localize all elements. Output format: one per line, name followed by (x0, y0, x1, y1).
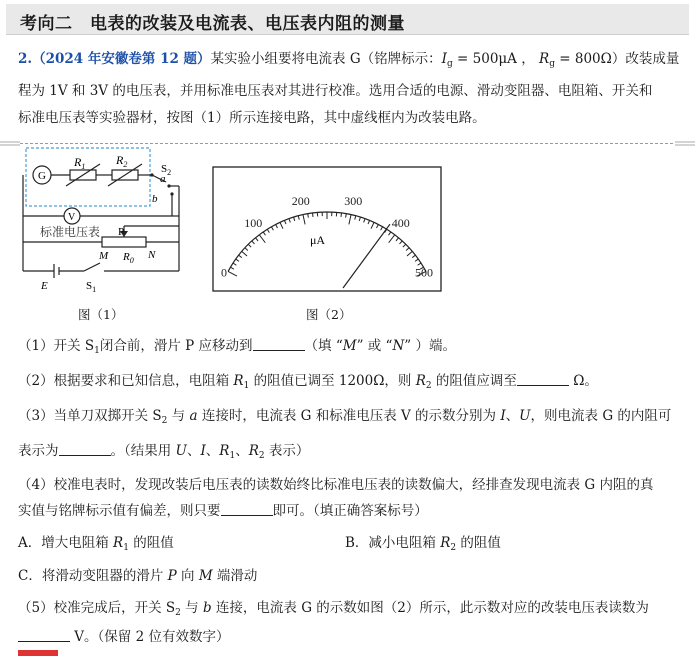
answer-blank-4[interactable] (221, 503, 273, 516)
svg-text:标准电压表: 标准电压表 (40, 225, 101, 239)
answer-blank-2[interactable] (517, 373, 569, 386)
part-5-line-2: V。（保留 2 位有效数字） (18, 625, 229, 645)
section-title: 考向二 电表的改装及电流表、电压表内阻的测量 (20, 14, 405, 34)
question-line-3: 标准电压表等实验器材，按图（1）所示连接电路，其中虚线框内为改装电路。 (18, 110, 486, 126)
meter-tick-label: 100 (244, 215, 263, 230)
meter-dial (212, 166, 442, 292)
option-a[interactable]: A．增大电阻箱 $R_1$ 的阻值 (18, 535, 174, 553)
svg-text:G: G (38, 170, 46, 182)
svg-text:R2: $R_2$ (116, 153, 128, 169)
question-line-1: 2.（2024 年安徽卷第 12 题）某实验小组要将电流表 G（铭牌标示：$I_g = 500\mu A$ ， $R_g = 800\Omega$）改装成量 (18, 51, 680, 69)
svg-text:P: P (118, 226, 125, 238)
part-1: （1）开关 $S_1$闭合前，滑片 P 应移动到 （填 “M” 或 “N” ）端。 (18, 338, 456, 356)
svg-text:E: E (41, 280, 48, 292)
section-header (6, 4, 689, 35)
question-line-2: 程为 1V 和 3V 的电压表，并用标准电压表对其进行校准。选用合适的电源、滑动变阻器、电阻箱、开关和 (18, 83, 653, 99)
meter-tick-label: 300 (344, 193, 363, 208)
svg-text:a: a (160, 173, 166, 185)
part-2: （2）根据要求和已知信息，电阻箱 $R_1$ 的阻值已调至 1200Ω，则 $R_2$ 的阻值应调至 Ω。 (18, 373, 598, 391)
part-3-line-1: （3）当单刀双掷开关 $S_2$ 与 a 连接时，电流表 G 和标准电压表 V 的示数分别为 I、U，则电流表 G 的内阻可 (18, 408, 672, 426)
part-4-line-2: 实值与铭牌标示值有偏差，则只要 即可。（填正确答案标号） (18, 503, 428, 519)
meter-tick (346, 214, 347, 218)
meter-tick (308, 214, 309, 218)
svg-text:b: b (152, 193, 158, 205)
question-number: 2. (18, 51, 33, 67)
option-b[interactable]: B．减小电阻箱 $R_2$ 的阻值 (345, 535, 501, 553)
svg-text:S1: $S_1$ (86, 280, 97, 294)
svg-text:R0: $R_0$ (123, 251, 134, 265)
svg-text:R1: $R_1$ (74, 155, 86, 171)
svg-text:M: M (99, 250, 109, 262)
meter-tick (341, 213, 342, 217)
svg-text:V: V (68, 212, 76, 223)
figure1-caption: 图（1） (78, 307, 124, 322)
answer-blank-3[interactable] (59, 443, 111, 456)
figure2-caption: 图（2） (306, 307, 352, 322)
answer-blank-5[interactable] (18, 629, 70, 642)
part-3-line-2: 表示为 。（结果用 U、I、$R_1$、$R_2$ 表示） (18, 443, 310, 461)
meter-tick-label: 400 (391, 215, 410, 230)
circuit-diagram (14, 146, 194, 296)
meter-tick-label: 500 (415, 265, 433, 280)
svg-text:N: N (148, 249, 156, 261)
meter-tick-label: 0 (221, 265, 227, 280)
answer-blank-1[interactable] (253, 338, 305, 351)
part-5-line-1: （5）校准完成后，开关 $S_2$ 与 b 连接，电流表 G 的示数如图（2）所示，此示数对应的改装电压表读数为 (18, 600, 649, 618)
part-4-line-1: （4）校准电表时，发现改装后电压表的读数始终比标准电压表的读数偏大，经排查发现电流表 G 内阻的真 (18, 477, 654, 493)
answer-tag-partial (18, 650, 58, 656)
meter-unit: μA (310, 233, 326, 247)
option-c[interactable]: C．将滑动变阻器的滑片 P 向 M 端滑动 (18, 568, 258, 584)
svg-text:S2: $S_2$ (161, 163, 172, 177)
meter-tick-label: 200 (291, 193, 310, 208)
meter-tick (312, 213, 313, 217)
question-source: （2024 年安徽卷第 12 题） (32, 51, 211, 67)
